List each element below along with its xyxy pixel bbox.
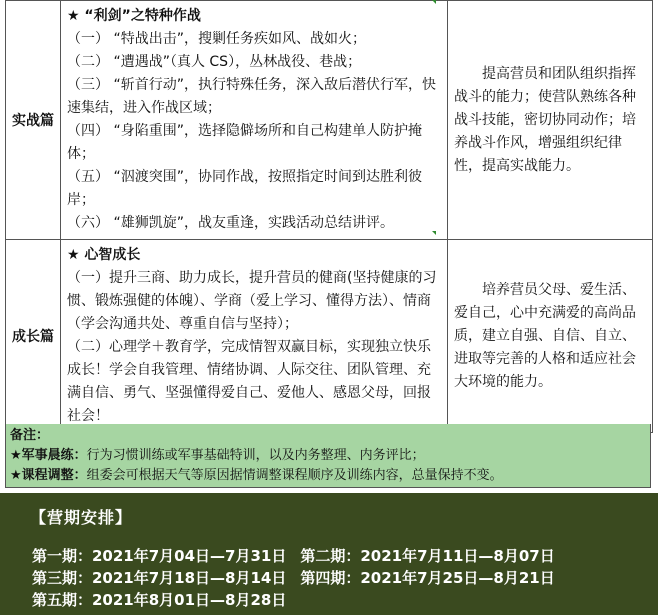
combat-row [6, 1, 653, 240]
corner-mark-icon [432, 0, 436, 4]
combat-goal [448, 1, 653, 240]
note-text: 组委会可根据天气等原因据情调整课程顺序及训练内容，总量保持不变。 [86, 468, 503, 483]
combat-title: ★ “利剑”之特种作战 [67, 8, 201, 24]
schedule-row [32, 545, 555, 566]
list-item: （一） “特战出击”，搜剿任务疾如风、战如火； [67, 31, 366, 47]
list-item: （四） “身陷重围”，选择隐僻场所和自己构建单人防护掩体； [67, 123, 422, 162]
note-item [10, 466, 646, 486]
note-key: ★军事晨练： [10, 448, 87, 463]
note-label: 备注： [10, 428, 50, 443]
growth-goal-text: 培养营员父母、爱生活、爱自己，心中充满爱的高尚品质，建立自强、自信、自立、进取等完善的人格和适应社会大环境的能力。 [454, 281, 636, 390]
period-item: 第五期：2021年8月01日—8月28日 [32, 591, 287, 609]
growth-title: ★ 心智成长 [67, 247, 141, 263]
combat-goal-text: 提高营员和团队组织指挥战斗的能力；使营队熟练各种战斗技能，密切协同动作；培养战斗作风，增强组织纪律性，提高实战能力。 [454, 65, 636, 174]
growth-category: 成长篇 [6, 240, 61, 433]
combat-category: 实战篇 [6, 1, 61, 240]
schedule-title: 【营期安排】 [30, 508, 133, 527]
list-item: （一）提升三商、助力成长，提升营员的健商(坚持健康的习惯、锻炼强健的体魄）、学商（爱上学习、懂得方法）、情商（学会沟通共处、尊重自信与坚持）； [67, 270, 437, 332]
period-item: 第二期：2021年7月11日—8月07日 [300, 547, 555, 565]
period-item: 第三期：2021年7月18日—8月14日 [32, 569, 287, 587]
corner-mark-icon [432, 231, 436, 235]
growth-content [61, 240, 448, 433]
growth-goal [448, 240, 653, 433]
growth-row [6, 240, 653, 433]
note-key: ★课程调整： [10, 468, 87, 483]
schedule-row [32, 589, 286, 610]
note-box [5, 424, 651, 488]
period-item: 第一期：2021年7月04日—7月31日 [32, 547, 287, 565]
course-table [5, 0, 653, 433]
list-item: （二） “遭遇战”（真人 CS），丛林战役、巷战； [67, 54, 362, 70]
list-item: （三） “斩首行动”，执行特殊任务，深入敌后潜伏行军，快速集结，进入作战区域； [67, 77, 436, 116]
list-item: （五） “泅渡突围”，协同作战，按照指定时间到达胜利彼岸； [67, 169, 422, 208]
note-item [10, 446, 646, 466]
list-item: （六） “雄狮凯旋”，战友重逢，实践活动总结讲评。 [67, 215, 394, 231]
schedule-panel [0, 493, 658, 615]
schedule-row [32, 567, 555, 588]
period-item: 第四期：2021年7月25日—8月21日 [300, 569, 555, 587]
combat-content [61, 1, 448, 240]
note-text: 行为习惯训练或军事基础特训，以及内务整理、内务评比； [86, 448, 425, 463]
list-item: （二）心理学＋教育学，完成情智双赢目标，实现独立快乐成长！学会自我管理、情绪协调、人际交往、团队管理、充满自信、勇气、坚强懂得爱自己、爱他人、感恩父母，回报社会！ [67, 339, 431, 424]
